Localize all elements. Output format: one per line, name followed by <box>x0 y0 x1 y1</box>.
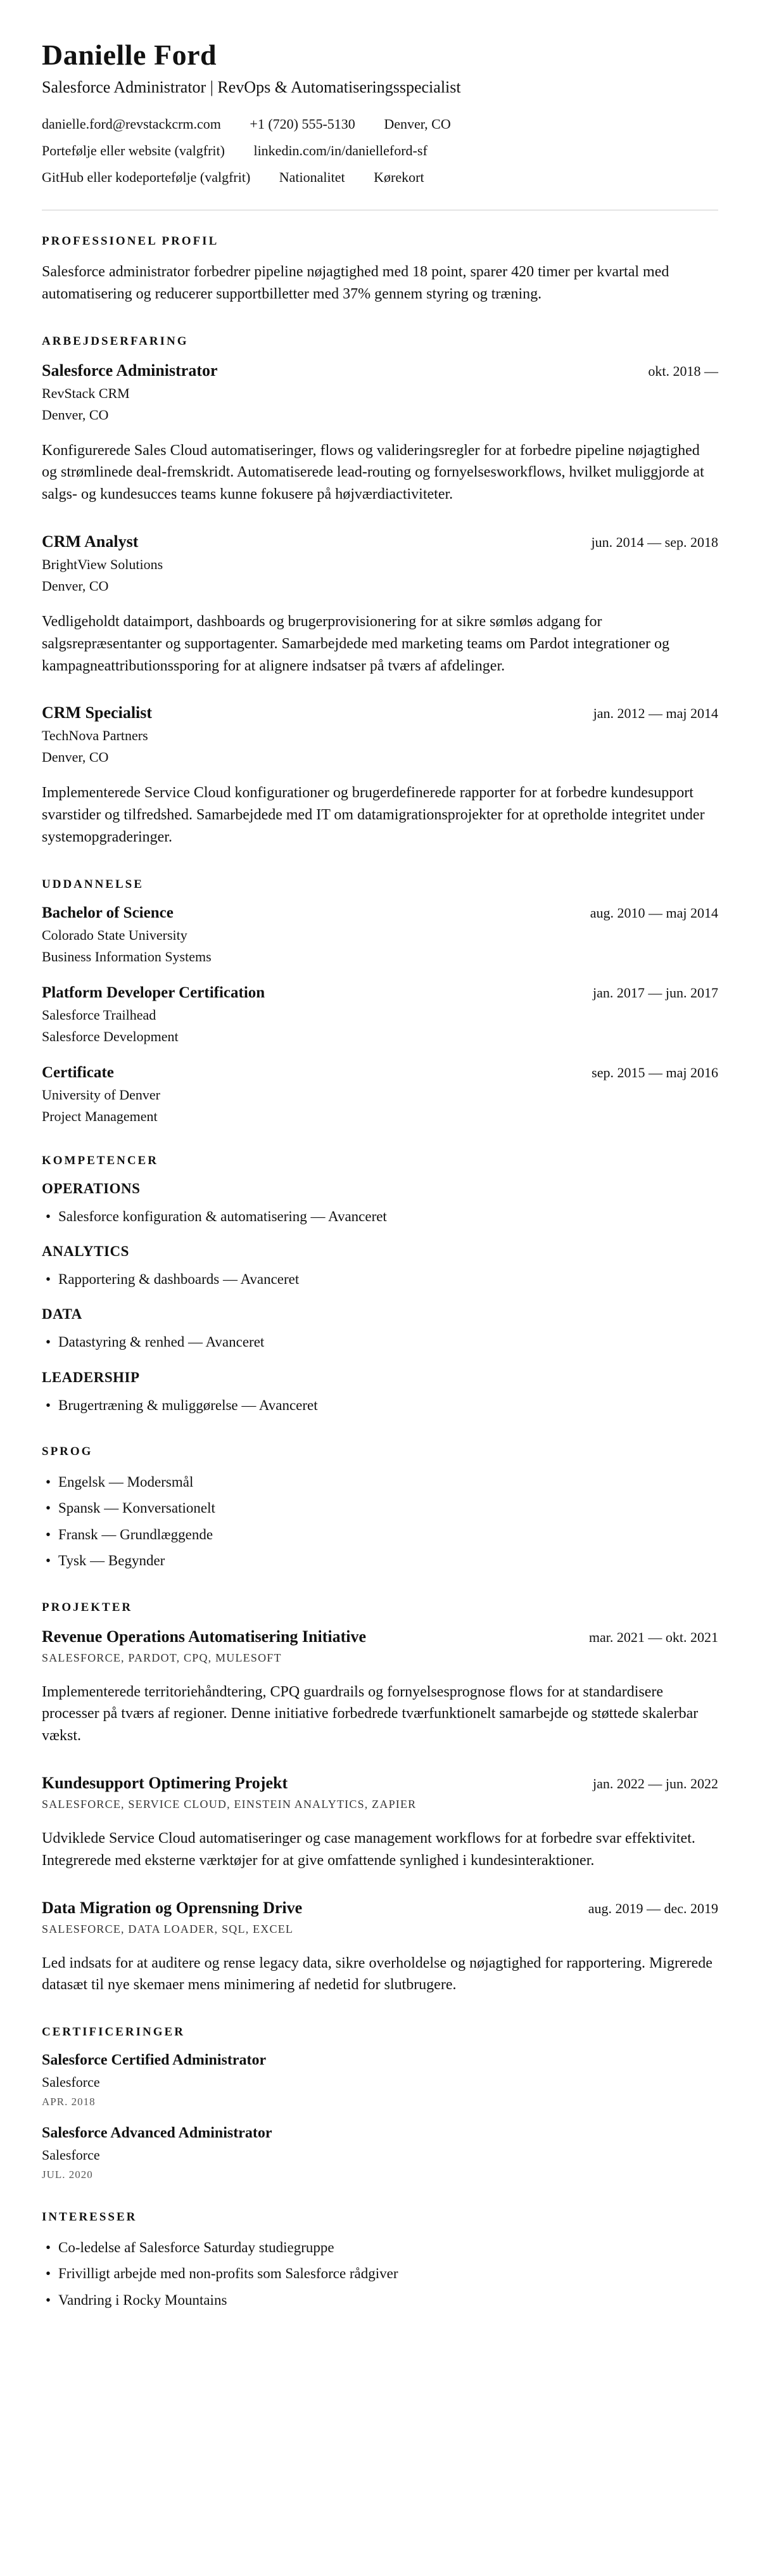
contact-row-3 <box>42 169 718 186</box>
contact-phone: +1 (720) 555-5130 <box>250 116 355 132</box>
interest-item: • Frivilligt arbejde med non-profits som Salesforce rådgiver <box>42 2263 718 2284</box>
skill-list <box>42 1269 718 1290</box>
education-entry <box>42 1064 718 1125</box>
skill-group <box>42 1306 718 1352</box>
skill-item: • Datastyring & renhed — Avanceret <box>42 1331 718 1352</box>
job-entry <box>42 703 718 848</box>
education-degree: Platform Developer Certification <box>42 984 265 1001</box>
education-entry <box>42 984 718 1045</box>
skill-item: • Rapportering & dashboards — Avanceret <box>42 1269 718 1290</box>
job-description: Vedligeholdt dataimport, dashboards og brugerprovisionering for at sikre sømløs adgang for salgsrepræsentanter og supportagenter. Samarbejdede med marketing teams om Pardot integrationer og kampagneattributionssporing for at alignere indsatser på tværs af afdelinger. <box>42 613 670 674</box>
skill-item: • Salesforce konfiguration & automatisering — Avanceret <box>42 1206 718 1227</box>
job-company: RevStack CRM <box>42 385 130 401</box>
skill-category: DATA <box>42 1306 82 1323</box>
skill-group <box>42 1369 718 1416</box>
job-company: BrightView Solutions <box>42 556 163 572</box>
project-description: Led indsats for at auditere og rense legacy data, sikre overholdelse og nøjagtighed for rapportering. Migrerede datasæt til nye skemaer mens minimering af nedetid for slutbrugere. <box>42 1954 712 1994</box>
project-tags: SALESFORCE, DATA LOADER, SQL, EXCEL <box>42 1922 294 1935</box>
contact-email: danielle.ford@revstackcrm.com <box>42 116 221 132</box>
job-location: Denver, CO <box>42 749 109 766</box>
section-projects <box>42 1601 718 1997</box>
project-title: Kundesupport Optimering Projekt <box>42 1773 288 1792</box>
certification-entry <box>42 2052 718 2108</box>
language-list <box>42 1471 718 1571</box>
education-dates: jan. 2017 — jun. 2017 <box>593 984 718 1001</box>
skill-item: • Brugertræning & muliggørelse — Avanceret <box>42 1395 718 1416</box>
section-heading-projects: PROJEKTER <box>42 1600 133 1614</box>
contact-website: Portefølje eller website (valgfrit) <box>42 143 225 158</box>
candidate-headline: Salesforce Administrator | RevOps & Automatiseringsspecialist <box>42 78 461 96</box>
education-title-row <box>42 984 718 1002</box>
interest-item: • Vandring i Rocky Mountains <box>42 2290 718 2310</box>
education-entry <box>42 904 718 965</box>
job-entry <box>42 361 718 506</box>
section-heading-experience: ARBEJDSERFARING <box>42 334 189 348</box>
job-dates: jun. 2014 — sep. 2018 <box>591 534 718 550</box>
project-title-row <box>42 1774 718 1793</box>
job-title-row <box>42 361 718 380</box>
section-heading-profile: PROFESSIONEL PROFIL <box>42 234 219 248</box>
education-degree: Certificate <box>42 1063 114 1081</box>
contact-license: Kørekort <box>374 169 424 185</box>
interest-list <box>42 2237 718 2310</box>
job-company: TechNova Partners <box>42 727 148 744</box>
section-languages <box>42 1445 718 1571</box>
job-title: CRM Analyst <box>42 532 139 551</box>
skill-category: ANALYTICS <box>42 1243 129 1260</box>
candidate-name: Danielle Ford <box>42 39 217 71</box>
language-item: • Engelsk — Modersmål <box>42 1471 718 1492</box>
project-dates: aug. 2019 — dec. 2019 <box>588 1900 718 1916</box>
job-dates: jan. 2012 — maj 2014 <box>593 705 718 722</box>
education-field: Salesforce Development <box>42 1028 179 1044</box>
job-description: Konfigurerede Sales Cloud automatiseringer, flows og valideringsregler for at forbedre pipeline nøjagtighed og strømlinede deal-fremskridt. Automatiserede lead-routing og fornyelsesworkflows, hvilket muliggjorde at salgs- og kundesucces teams kunne fokusere på højværdiactiviteter. <box>42 442 704 503</box>
section-heading-education: UDDANNELSE <box>42 877 144 891</box>
job-location: Denver, CO <box>42 406 109 423</box>
skill-list <box>42 1206 718 1227</box>
education-field: Project Management <box>42 1108 158 1124</box>
project-title-row <box>42 1627 718 1646</box>
job-title: CRM Specialist <box>42 703 153 722</box>
section-certifications <box>42 2025 718 2181</box>
contact-location: Denver, CO <box>384 116 451 132</box>
job-description: Implementerede Service Cloud konfigurationer og brugerdefinerede rapporter for at forbedre kundesupport svarstider og tilfredshed. Samarbejdede med IT om datamigrationsprojekter for at opretholde integritet under systemopgraderinger. <box>42 785 705 845</box>
contact-row-2 <box>42 143 718 159</box>
education-school: Salesforce Trailhead <box>42 1006 156 1023</box>
project-entry <box>42 1899 718 1997</box>
education-title-row <box>42 904 718 922</box>
project-tags: SALESFORCE, PARDOT, CPQ, MULESOFT <box>42 1651 282 1664</box>
skill-group <box>42 1181 718 1227</box>
skill-list <box>42 1331 718 1352</box>
section-interests <box>42 2210 718 2310</box>
skill-category: LEADERSHIP <box>42 1369 140 1385</box>
interest-item: • Co-ledelse af Salesforce Saturday studiegruppe <box>42 2237 718 2258</box>
skill-list <box>42 1395 718 1416</box>
project-description: Udviklede Service Cloud automatiseringer og case management workflows for at forbedre svar effektivitet. Integrerede med eksterne værktøjer for at give omfattende synlighed i kundesinteraktioner. <box>42 1829 695 1869</box>
certification-name: Salesforce Certified Administrator <box>42 2052 267 2069</box>
section-skills <box>42 1154 718 1416</box>
certification-issuer: Salesforce <box>42 2074 100 2091</box>
section-heading-languages: SPROG <box>42 1445 93 1459</box>
section-experience <box>42 335 718 849</box>
contact-nationality: Nationalitet <box>279 169 345 185</box>
section-education <box>42 878 718 1125</box>
job-title-row <box>42 532 718 551</box>
job-dates: okt. 2018 — <box>648 362 718 379</box>
language-item: • Spansk — Konversationelt <box>42 1497 718 1518</box>
contact-row-1 <box>42 116 718 132</box>
project-dates: mar. 2021 — okt. 2021 <box>588 1629 718 1645</box>
education-title-row <box>42 1064 718 1082</box>
certification-name: Salesforce Advanced Administrator <box>42 2125 272 2142</box>
job-entry <box>42 532 718 677</box>
language-item: • Fransk — Grundlæggende <box>42 1524 718 1545</box>
skill-group <box>42 1243 718 1290</box>
project-tags: SALESFORCE, SERVICE CLOUD, EINSTEIN ANALYTICS, ZAPIER <box>42 1797 417 1810</box>
certification-issuer: Salesforce <box>42 2147 100 2163</box>
education-dates: sep. 2015 — maj 2016 <box>592 1064 718 1080</box>
project-description: Implementerede territoriehåndtering, CPQ guardrails og fornyelsesprognose flows for at standardisere processer på tværs af regioner. Denne initiative forbedrede tværfunktionelt samarbejde og støttede skalerbar vækst. <box>42 1683 699 1745</box>
project-entry <box>42 1627 718 1747</box>
certification-date: JUL. 2020 <box>42 2169 93 2181</box>
education-school: University of Denver <box>42 1086 160 1103</box>
job-title: Salesforce Administrator <box>42 361 218 380</box>
section-heading-interests: INTERESSER <box>42 2210 137 2224</box>
profile-text: Salesforce administrator forbedrer pipeline nøjagtighed med 18 point, sparer 420 timer per kvartal med automatisering og reducerer supportbilletter med 37% gennem styring og træning. <box>42 264 669 302</box>
project-entry <box>42 1774 718 1872</box>
project-title: Data Migration og Oprensning Drive <box>42 1898 303 1917</box>
contact-github: GitHub eller kodeportefølje (valgfrit) <box>42 169 251 185</box>
project-title-row <box>42 1899 718 1918</box>
project-dates: jan. 2022 — jun. 2022 <box>593 1775 718 1791</box>
skill-category: OPERATIONS <box>42 1180 141 1196</box>
language-item: • Tysk — Begynder <box>42 1550 718 1571</box>
certification-date: APR. 2018 <box>42 2096 96 2108</box>
job-location: Denver, CO <box>42 577 109 594</box>
education-degree: Bachelor of Science <box>42 904 174 921</box>
section-profile <box>42 234 718 305</box>
contact-linkedin: linkedin.com/in/danielleford-sf <box>253 143 428 158</box>
section-heading-skills: KOMPETENCER <box>42 1153 158 1167</box>
section-heading-certifications: CERTIFICERINGER <box>42 2025 185 2039</box>
certification-entry <box>42 2125 718 2181</box>
education-school: Colorado State University <box>42 926 187 943</box>
education-field: Business Information Systems <box>42 948 212 964</box>
project-title: Revenue Operations Automatisering Initiative <box>42 1627 367 1646</box>
education-dates: aug. 2010 — maj 2014 <box>590 904 718 921</box>
job-title-row <box>42 703 718 722</box>
resume-header <box>42 38 718 186</box>
